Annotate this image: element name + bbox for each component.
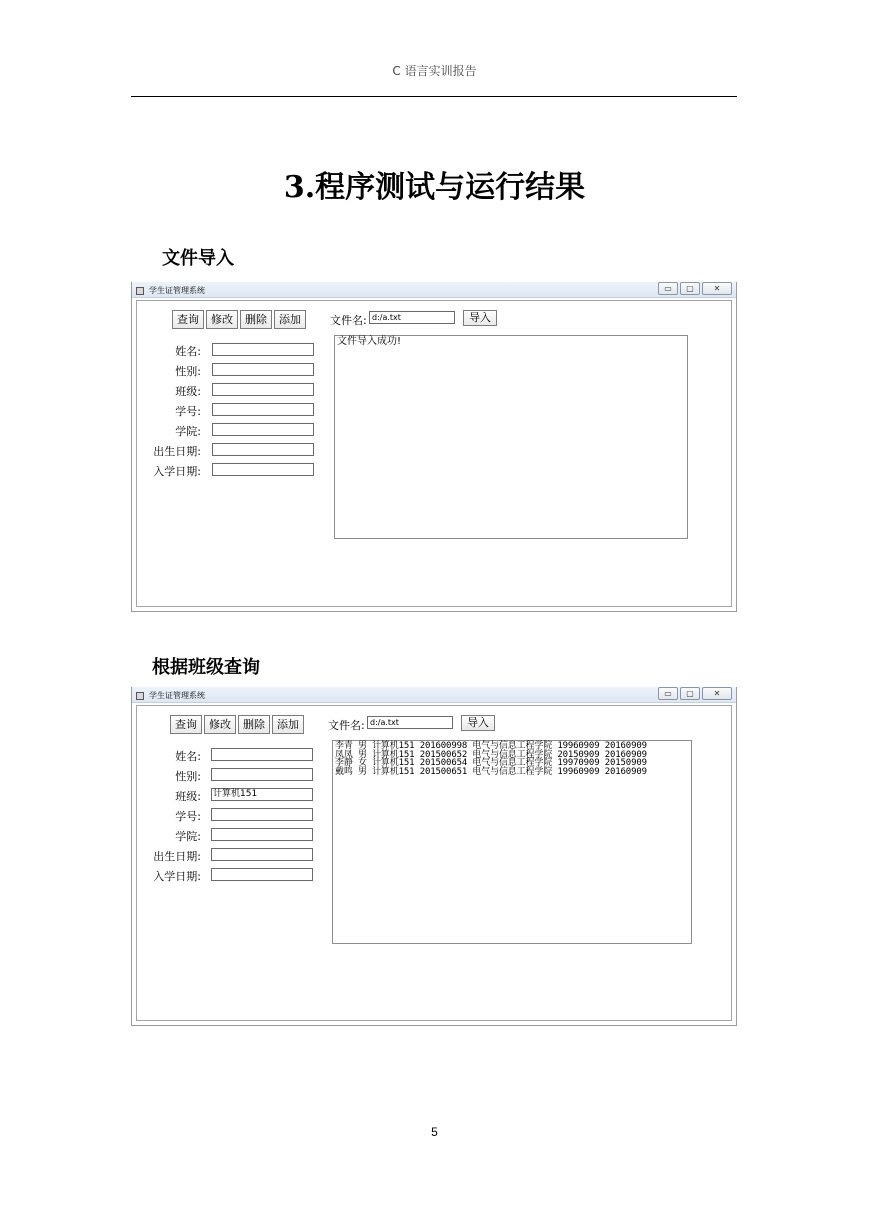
output-line: 李青 男 计算机151 201600998 电气与信息工程学院 19960909 20160909 bbox=[335, 741, 647, 751]
file-name-label: 文件名: bbox=[330, 314, 367, 327]
minimize-icon[interactable]: ▭ bbox=[658, 282, 678, 295]
student-id-input[interactable] bbox=[212, 403, 314, 416]
gender-input[interactable] bbox=[212, 363, 314, 376]
client-area bbox=[136, 705, 732, 1021]
student-id-label: 学号: bbox=[175, 405, 201, 418]
output-textarea[interactable] bbox=[334, 335, 688, 539]
class-input[interactable]: 计算机151 bbox=[211, 788, 313, 801]
window-title: 学生证管理系统 bbox=[149, 691, 205, 700]
caption-file-import: 文件导入 bbox=[162, 248, 234, 269]
page-number: 5 bbox=[431, 1125, 438, 1139]
enroll-date-input[interactable] bbox=[212, 463, 314, 476]
close-icon[interactable]: ✕ bbox=[702, 687, 732, 700]
add-button[interactable]: 添加 bbox=[274, 310, 306, 329]
query-button[interactable]: 查询 bbox=[172, 310, 204, 329]
client-area bbox=[136, 300, 732, 607]
app-icon bbox=[136, 287, 144, 295]
caption-query-by-class: 根据班级查询 bbox=[152, 657, 260, 678]
college-input[interactable] bbox=[212, 423, 314, 436]
output-line: 李静 女 计算机151 201500654 电气与信息工程学院 19970909 20150909 bbox=[335, 758, 647, 768]
add-button[interactable]: 添加 bbox=[272, 715, 304, 734]
import-button[interactable]: 导入 bbox=[463, 310, 497, 326]
modify-button[interactable]: 修改 bbox=[206, 310, 238, 329]
college-label: 学院: bbox=[175, 425, 201, 438]
name-label: 姓名: bbox=[175, 345, 201, 358]
birth-date-input[interactable] bbox=[211, 848, 313, 861]
gender-label: 性别: bbox=[175, 365, 201, 378]
name-input[interactable] bbox=[212, 343, 314, 356]
app-icon bbox=[136, 692, 144, 700]
gender-label: 性别: bbox=[175, 770, 201, 783]
maximize-icon[interactable]: ▢ bbox=[680, 282, 700, 295]
section-title: 3.程序测试与运行结果 bbox=[283, 170, 586, 205]
output-line: 戴鸣 男 计算机151 201500651 电气与信息工程学院 19960909 20160909 bbox=[335, 766, 647, 777]
title-bar[interactable] bbox=[132, 687, 736, 703]
student-id-label: 学号: bbox=[175, 810, 201, 823]
close-icon[interactable]: ✕ bbox=[702, 282, 732, 295]
file-name-input[interactable]: d:/a.txt bbox=[367, 716, 453, 729]
college-label: 学院: bbox=[175, 830, 201, 843]
file-name-input[interactable]: d:/a.txt bbox=[369, 311, 455, 324]
output-line: 文件导入成功! bbox=[337, 336, 402, 347]
birth-date-label: 出生日期: bbox=[153, 850, 201, 863]
delete-button[interactable]: 删除 bbox=[238, 715, 270, 734]
title-bar[interactable] bbox=[132, 282, 736, 298]
enroll-date-input[interactable] bbox=[211, 868, 313, 881]
output-line: 凤凤 男 计算机151 201500652 电气与信息工程学院 20150909 20160909 bbox=[335, 749, 647, 760]
output-textarea[interactable] bbox=[332, 740, 692, 944]
header-rule bbox=[131, 96, 737, 97]
window-title: 学生证管理系统 bbox=[149, 286, 205, 295]
class-label: 班级: bbox=[175, 385, 201, 398]
college-input[interactable] bbox=[211, 828, 313, 841]
app-window-query-by-class bbox=[131, 687, 737, 1026]
window-controls bbox=[656, 282, 732, 295]
birth-date-input[interactable] bbox=[212, 443, 314, 456]
maximize-icon[interactable]: ▢ bbox=[680, 687, 700, 700]
birth-date-label: 出生日期: bbox=[153, 445, 201, 458]
page-header: C 语言实训报告 bbox=[392, 64, 477, 78]
name-label: 姓名: bbox=[175, 750, 201, 763]
minimize-icon[interactable]: ▭ bbox=[658, 687, 678, 700]
enroll-date-label: 入学日期: bbox=[153, 465, 201, 478]
class-label: 班级: bbox=[175, 790, 201, 803]
app-window-file-import bbox=[131, 282, 737, 612]
modify-button[interactable]: 修改 bbox=[204, 715, 236, 734]
name-input[interactable] bbox=[211, 748, 313, 761]
gender-input[interactable] bbox=[211, 768, 313, 781]
student-id-input[interactable] bbox=[211, 808, 313, 821]
query-button[interactable]: 查询 bbox=[170, 715, 202, 734]
enroll-date-label: 入学日期: bbox=[153, 870, 201, 883]
import-button[interactable]: 导入 bbox=[461, 715, 495, 731]
window-controls bbox=[656, 687, 732, 700]
file-name-label: 文件名: bbox=[328, 719, 365, 732]
class-input[interactable] bbox=[212, 383, 314, 396]
delete-button[interactable]: 删除 bbox=[240, 310, 272, 329]
